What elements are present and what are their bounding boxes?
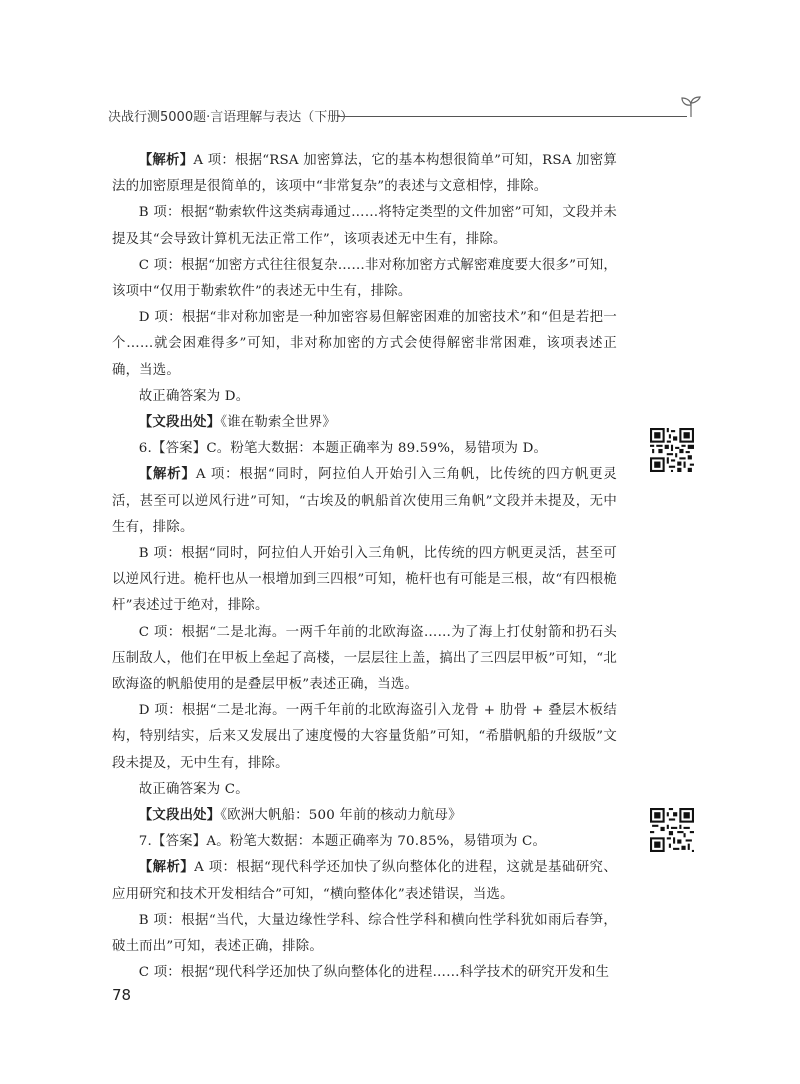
paragraph bbox=[112, 855, 617, 907]
paragraph-text: D 项：根据“二是北海。一两千年前的北欧海盗引入龙骨 + 肋骨 + 叠层木板结构，特别结实，后来又发展出了速度慢的大容量货船”可知，“希腊帆船的升级版”文段未提及，无中生有，排除。 bbox=[112, 703, 617, 771]
paragraph bbox=[112, 305, 617, 384]
page-number: 78 bbox=[112, 986, 132, 1004]
paragraph-text: D 项：根据“非对称加密是一种加密容易但解密困难的加密技术”和“但是若把一个……就会困难得多”可知，非对称加密的方式会使得解密非常困难，该项表述正确，当选。 bbox=[112, 310, 617, 378]
paragraph-tag: 【解析】 bbox=[138, 860, 195, 876]
paragraph bbox=[112, 462, 617, 541]
paragraph-text: 故正确答案为 D。 bbox=[138, 388, 250, 404]
paragraph bbox=[112, 960, 617, 986]
sprout-icon bbox=[679, 96, 703, 118]
paragraph bbox=[112, 253, 617, 305]
answer-explanations bbox=[112, 148, 617, 987]
paragraph bbox=[112, 541, 617, 620]
paragraph-text: A 项：根据“RSA 加密算法，它的基本构想很简单”可知，RSA 加密算法的加密原理是很简单的，该项中“非常复杂”的表述与文意相悖，排除。 bbox=[112, 153, 617, 195]
paragraph-text: A 项：根据“同时，阿拉伯人开始引入三角帆，比传统的四方帆更灵活，甚至可以逆风行进”可知，“古埃及的帆船首次使用三角帆”文段并未提及，无中生有，排除。 bbox=[112, 467, 617, 535]
header-rule bbox=[338, 116, 687, 117]
paragraph-text: B 项：根据“勒索软件这类病毒通过……将特定类型的文件加密”可知，文段并未提及其“会导致计算机无法正常工作”，该项表述无中生有，排除。 bbox=[112, 205, 617, 247]
paragraph-text: 故正确答案为 C。 bbox=[138, 781, 249, 797]
paragraph-tag: 【解析】 bbox=[138, 467, 196, 483]
qr-code-icon[interactable] bbox=[650, 428, 694, 472]
paragraph bbox=[112, 384, 617, 410]
paragraph bbox=[112, 620, 617, 699]
paragraph bbox=[112, 803, 617, 829]
paragraph bbox=[112, 410, 617, 436]
paragraph bbox=[112, 908, 617, 960]
paragraph-text: C 项：根据“加密方式往往很复杂……非对称加密方式解密难度要大很多”可知，该项中“仅用于勒索软件”的表述无中生有，排除。 bbox=[112, 257, 617, 300]
book-title: 决战行测5000题·言语理解与表达（下册） bbox=[108, 106, 359, 125]
paragraph-text: C 项：根据“现代科学还加快了纵向整体化的进程……科学技术的研究开发和生 bbox=[138, 965, 610, 981]
paragraph-text: 《欧洲大帆船：500 年前的核动力航母》 bbox=[220, 808, 462, 824]
paragraph bbox=[112, 777, 617, 803]
paragraph-tag: 【文段出处】 bbox=[138, 808, 221, 824]
paragraph-text: 7.【答案】A。粉笔大数据：本题正确率为 70.85%，易错项为 C。 bbox=[138, 834, 547, 850]
paragraph-text: A 项：根据“现代科学还加快了纵向整体化的进程，这就是基础研究、应用研究和技术开发相结合”可知，“横向整体化”表述错误，当选。 bbox=[112, 860, 617, 902]
paragraph bbox=[112, 200, 617, 252]
paragraph bbox=[112, 148, 617, 200]
paragraph-text: 《谁在勒索全世界》 bbox=[220, 415, 336, 431]
paragraph-text: 6.【答案】C。粉笔大数据：本题正确率为 89.59%，易错项为 D。 bbox=[138, 441, 548, 457]
qr-code-icon[interactable] bbox=[650, 808, 694, 852]
paragraph bbox=[112, 698, 617, 777]
paragraph-text: B 项：根据“同时，阿拉伯人开始引入三角帆，比传统的四方帆更灵活，甚至可以逆风行进。桅杆也从一根增加到三四根”可知，桅杆也有可能是三根，故“有四根桅杆”表述过于绝对，排除。 bbox=[112, 546, 617, 614]
paragraph-tag: 【文段出处】 bbox=[138, 415, 221, 431]
paragraph bbox=[112, 829, 617, 855]
paragraph-text: C 项：根据“二是北海。一两千年前的北欧海盗……为了海上打仗射箭和扔石头压制敌人，他们在甲板上垒起了高楼，一层层往上盖，搞出了三四层甲板”可知，“北欧海盗的帆船使用的是叠层甲板”表述正确，当选。 bbox=[112, 624, 617, 693]
paragraph bbox=[112, 436, 617, 462]
paragraph-text: B 项：根据“当代，大量边缘性学科、综合性学科和横向性学科犹如雨后春笋，破土而出”可知，表述正确，排除。 bbox=[112, 912, 617, 955]
running-header bbox=[108, 96, 703, 126]
paragraph-tag: 【解析】 bbox=[138, 153, 194, 168]
